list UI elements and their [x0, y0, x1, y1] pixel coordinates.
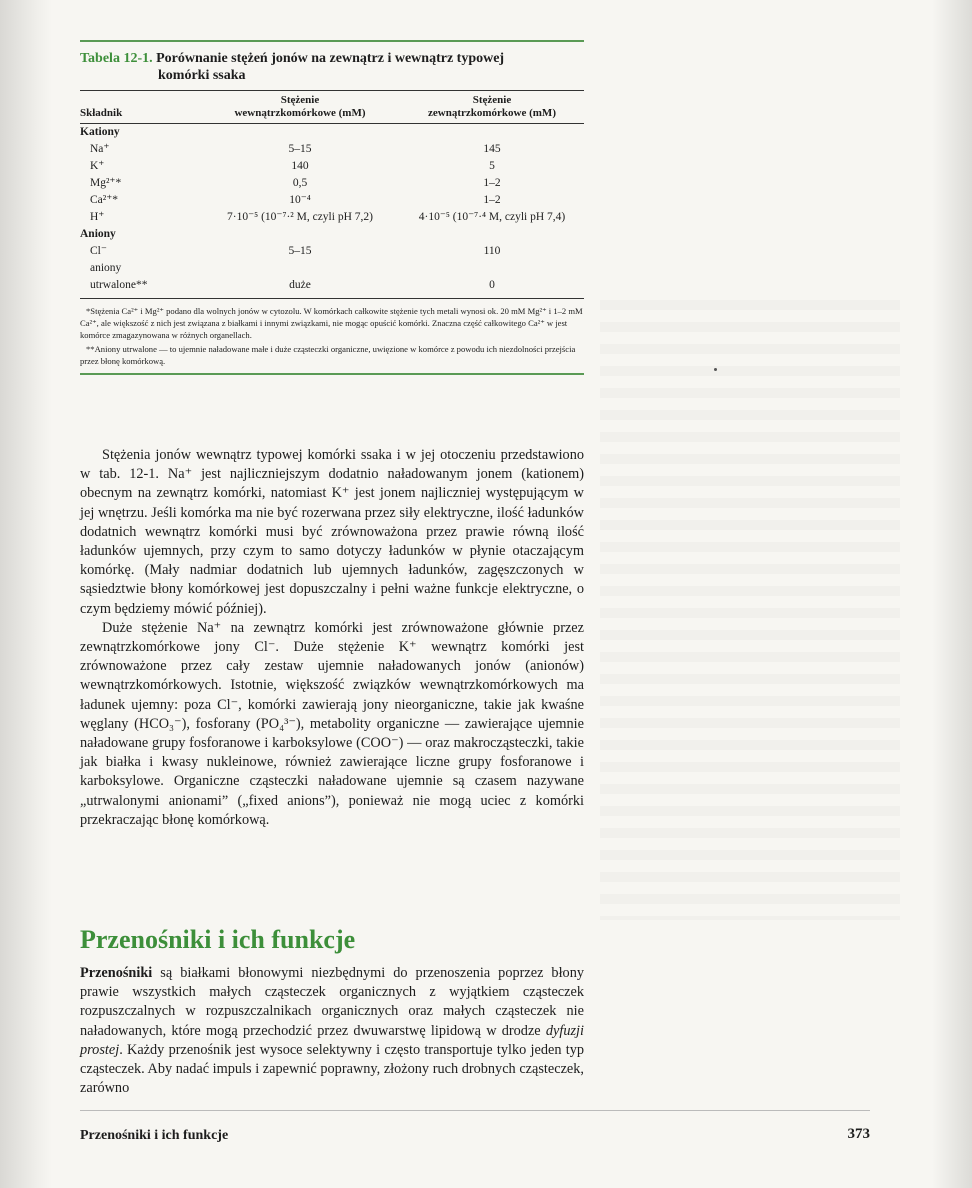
term-bold: Przenośniki [80, 965, 153, 981]
footer-rule [80, 1110, 870, 1111]
page-number: 373 [847, 1126, 870, 1142]
ion-inside [200, 260, 400, 277]
header-inside-line2: wewnątrzkomórkowe (mM) [234, 107, 366, 119]
header-outside-line1: Stężenie [472, 94, 512, 106]
section-heading: Przenośniki i ich funkcje [80, 925, 356, 954]
term-italic: dyfuzji prostej [80, 1022, 584, 1058]
table-row [80, 158, 584, 175]
anions-heading: Aniony [80, 228, 116, 240]
table-row [80, 243, 584, 260]
scan-shadow-right [932, 0, 972, 1188]
ion-inside: 0,5 [292, 177, 308, 189]
table-footnotes [80, 305, 584, 367]
ion-outside: 1–2 [483, 177, 501, 189]
footnote-1: *Stężenia Ca²⁺ i Mg²⁺ podano dla wolnych jonów w cytozolu. W komórkach całkowite stężenie tych metali wynosi ok. 20 mM Mg²⁺ i 1–2 mM Ca²⁺, ale większość z nich jest związana z białkami i innymi związkami, nie mogąc opuścić komórki. Znaczna część całkowitego Ca²⁺ w jest komórce zmagazynowana w różnych organellach. [80, 306, 583, 340]
table-label: Tabela 12-1. [80, 51, 153, 66]
ion-name: Ca²⁺* [90, 194, 119, 206]
ion-inside: 5–15 [288, 245, 312, 257]
header-outside-line2: zewnątrzkomórkowe (mM) [428, 107, 556, 119]
ion-inside: duże [289, 279, 311, 291]
ion-table [80, 91, 584, 294]
ion-outside: 5 [489, 160, 495, 172]
ion-name: H⁺ [90, 211, 105, 223]
body-text-section-2 [80, 964, 584, 1098]
ion-inside: 7·10⁻⁵ (10⁻⁷·² M, czyli pH 7,2) [227, 211, 373, 223]
body-text-section [80, 446, 584, 830]
ion-name: K⁺ [90, 160, 105, 172]
show-through-bleed [600, 300, 900, 920]
ion-outside: 145 [483, 143, 501, 155]
group-row-anions [80, 226, 584, 243]
table-row [80, 277, 584, 294]
ion-name: Mg²⁺* [90, 177, 122, 189]
ion-inside: 140 [291, 160, 309, 172]
paragraph-3-part-a: są białkami błonowymi niezbędnymi do przenoszenia poprzez błony prawie wszystkich małych cząsteczek organicznych z wyjątkiem cząsteczek rozpuszczalnych w rozpuszczalnikach organicznych oraz małych cząsteczek nie naładowanych, które mogą przechodzić przez dwuwarstwę lipidową w drodze [80, 965, 584, 1039]
paragraph-3 [80, 964, 584, 1098]
table-row [80, 141, 584, 158]
ion-table-body [80, 124, 584, 294]
footnote-2: **Aniony utrwalone — to ujemnie naładowane małe i duże cząsteczki organiczne, uwięzione w komórce z powodu ich niezdolności przejścia przez błonę komórkową. [80, 344, 576, 366]
ion-outside: 110 [483, 245, 501, 257]
ion-outside: 1–2 [483, 194, 501, 206]
paragraph-2: Duże stężenie Na⁺ na zewnątrz komórki jest zrównoważone głównie przez zewnątrzkomórkowe jony Cl⁻. Duże stężenie K⁺ wewnątrz komórki jest zrównoważone przez cały zestaw ujemnie naładowanych jonów (anionów) wewnątrzkomórkowych. Istotnie, większość związków wewnątrzkomórkowych ma ładunek ujemny: poza Cl⁻, komórki zawierają jony nieorganiczne, takie jak kwaśne węglany (HCO₃⁻), fosforany (PO₄³⁻), metabolity organiczne — zawierające ujemnie naładowane grupy fosforanowe i karboksylowe (COO⁻) — oraz makrocząsteczki, takie jak białka i kwasy nukleinowe, również zawierające liczne grupy fosforanowe i karboksylowe. Organiczne cząsteczki naładowane ujemnie są czasem nazywane „utrwalonymi anionami” („fixed anions”), ponieważ nie mogą uciec z komórki przekraczając błonę komórkową. [80, 619, 584, 828]
ion-outside [400, 260, 584, 277]
header-inside-line1: Stężenie [280, 94, 320, 106]
table-caption [80, 50, 584, 84]
header-inside [200, 91, 400, 123]
paragraph-3-part-b: . Każdy przenośnik jest wysoce selektywny i często transportuje tylko jeden typ cząsteczek. Aby nadać impuls i zapewnić poprawny, złożony ruch drobnych cząsteczek, zarówno [80, 1041, 584, 1097]
ion-inside: 5–15 [288, 143, 312, 155]
paragraph-1: Stężenia jonów wewnątrz typowej komórki ssaka i w jej otoczeniu przedstawiono w tab. 12-1. Na⁺ jest najliczniejszym dodatnio naładowanym jonem (kationem) obecnym na zewnątrz komórki, natomiast K⁺ jest jonem najliczniej występującym w jej wnętrzu. Jeśli komórka ma nie być rozerwana przez siły elektryczne, ilość ładunków dodatnich wewnątrz komórki musi być zrównoważona przez prawie równą ilość ładunków ujemnych, przy czym to samo dotyczy ładunków w płynie otaczającym komórkę. (Mały nadmiar dodatnich lub ujemnych ładunków, zagęszczonych w sąsiedztwie błony komórkowej jest dopuszczalny i pełni ważne funkcje elektryczne, o czym będziemy mówić później). [80, 447, 584, 617]
table-rule-bottom [80, 298, 584, 299]
ion-name: Cl⁻ [90, 245, 107, 257]
ion-outside: 0 [489, 279, 495, 291]
table-row [80, 209, 584, 226]
scan-shadow-left [0, 0, 52, 1188]
table-row [80, 260, 584, 277]
speck [714, 368, 717, 371]
table-row [80, 175, 584, 192]
header-component: Składnik [80, 107, 123, 119]
cations-heading: Kationy [80, 126, 120, 138]
ion-name: Na⁺ [90, 143, 110, 155]
ion-outside: 4·10⁻⁵ (10⁻⁷·⁴ M, czyli pH 7,4) [418, 211, 566, 223]
table-title-line1: Porównanie stężeń jonów na zewnątrz i wewnątrz typowej [156, 51, 505, 66]
top-green-rule [80, 40, 584, 42]
ion-name: aniony [90, 262, 122, 274]
header-outside [400, 91, 584, 123]
table-header-row [80, 91, 584, 123]
ion-name: utrwalone** [90, 279, 148, 291]
group-row-cations [80, 124, 584, 141]
ion-inside: 10⁻⁴ [289, 194, 311, 206]
table-row [80, 192, 584, 209]
running-footer: Przenośniki i ich funkcje [80, 1128, 229, 1143]
table-block [80, 40, 584, 375]
table-title-line2: komórki ssaka [158, 68, 246, 83]
bottom-green-rule [80, 373, 584, 375]
